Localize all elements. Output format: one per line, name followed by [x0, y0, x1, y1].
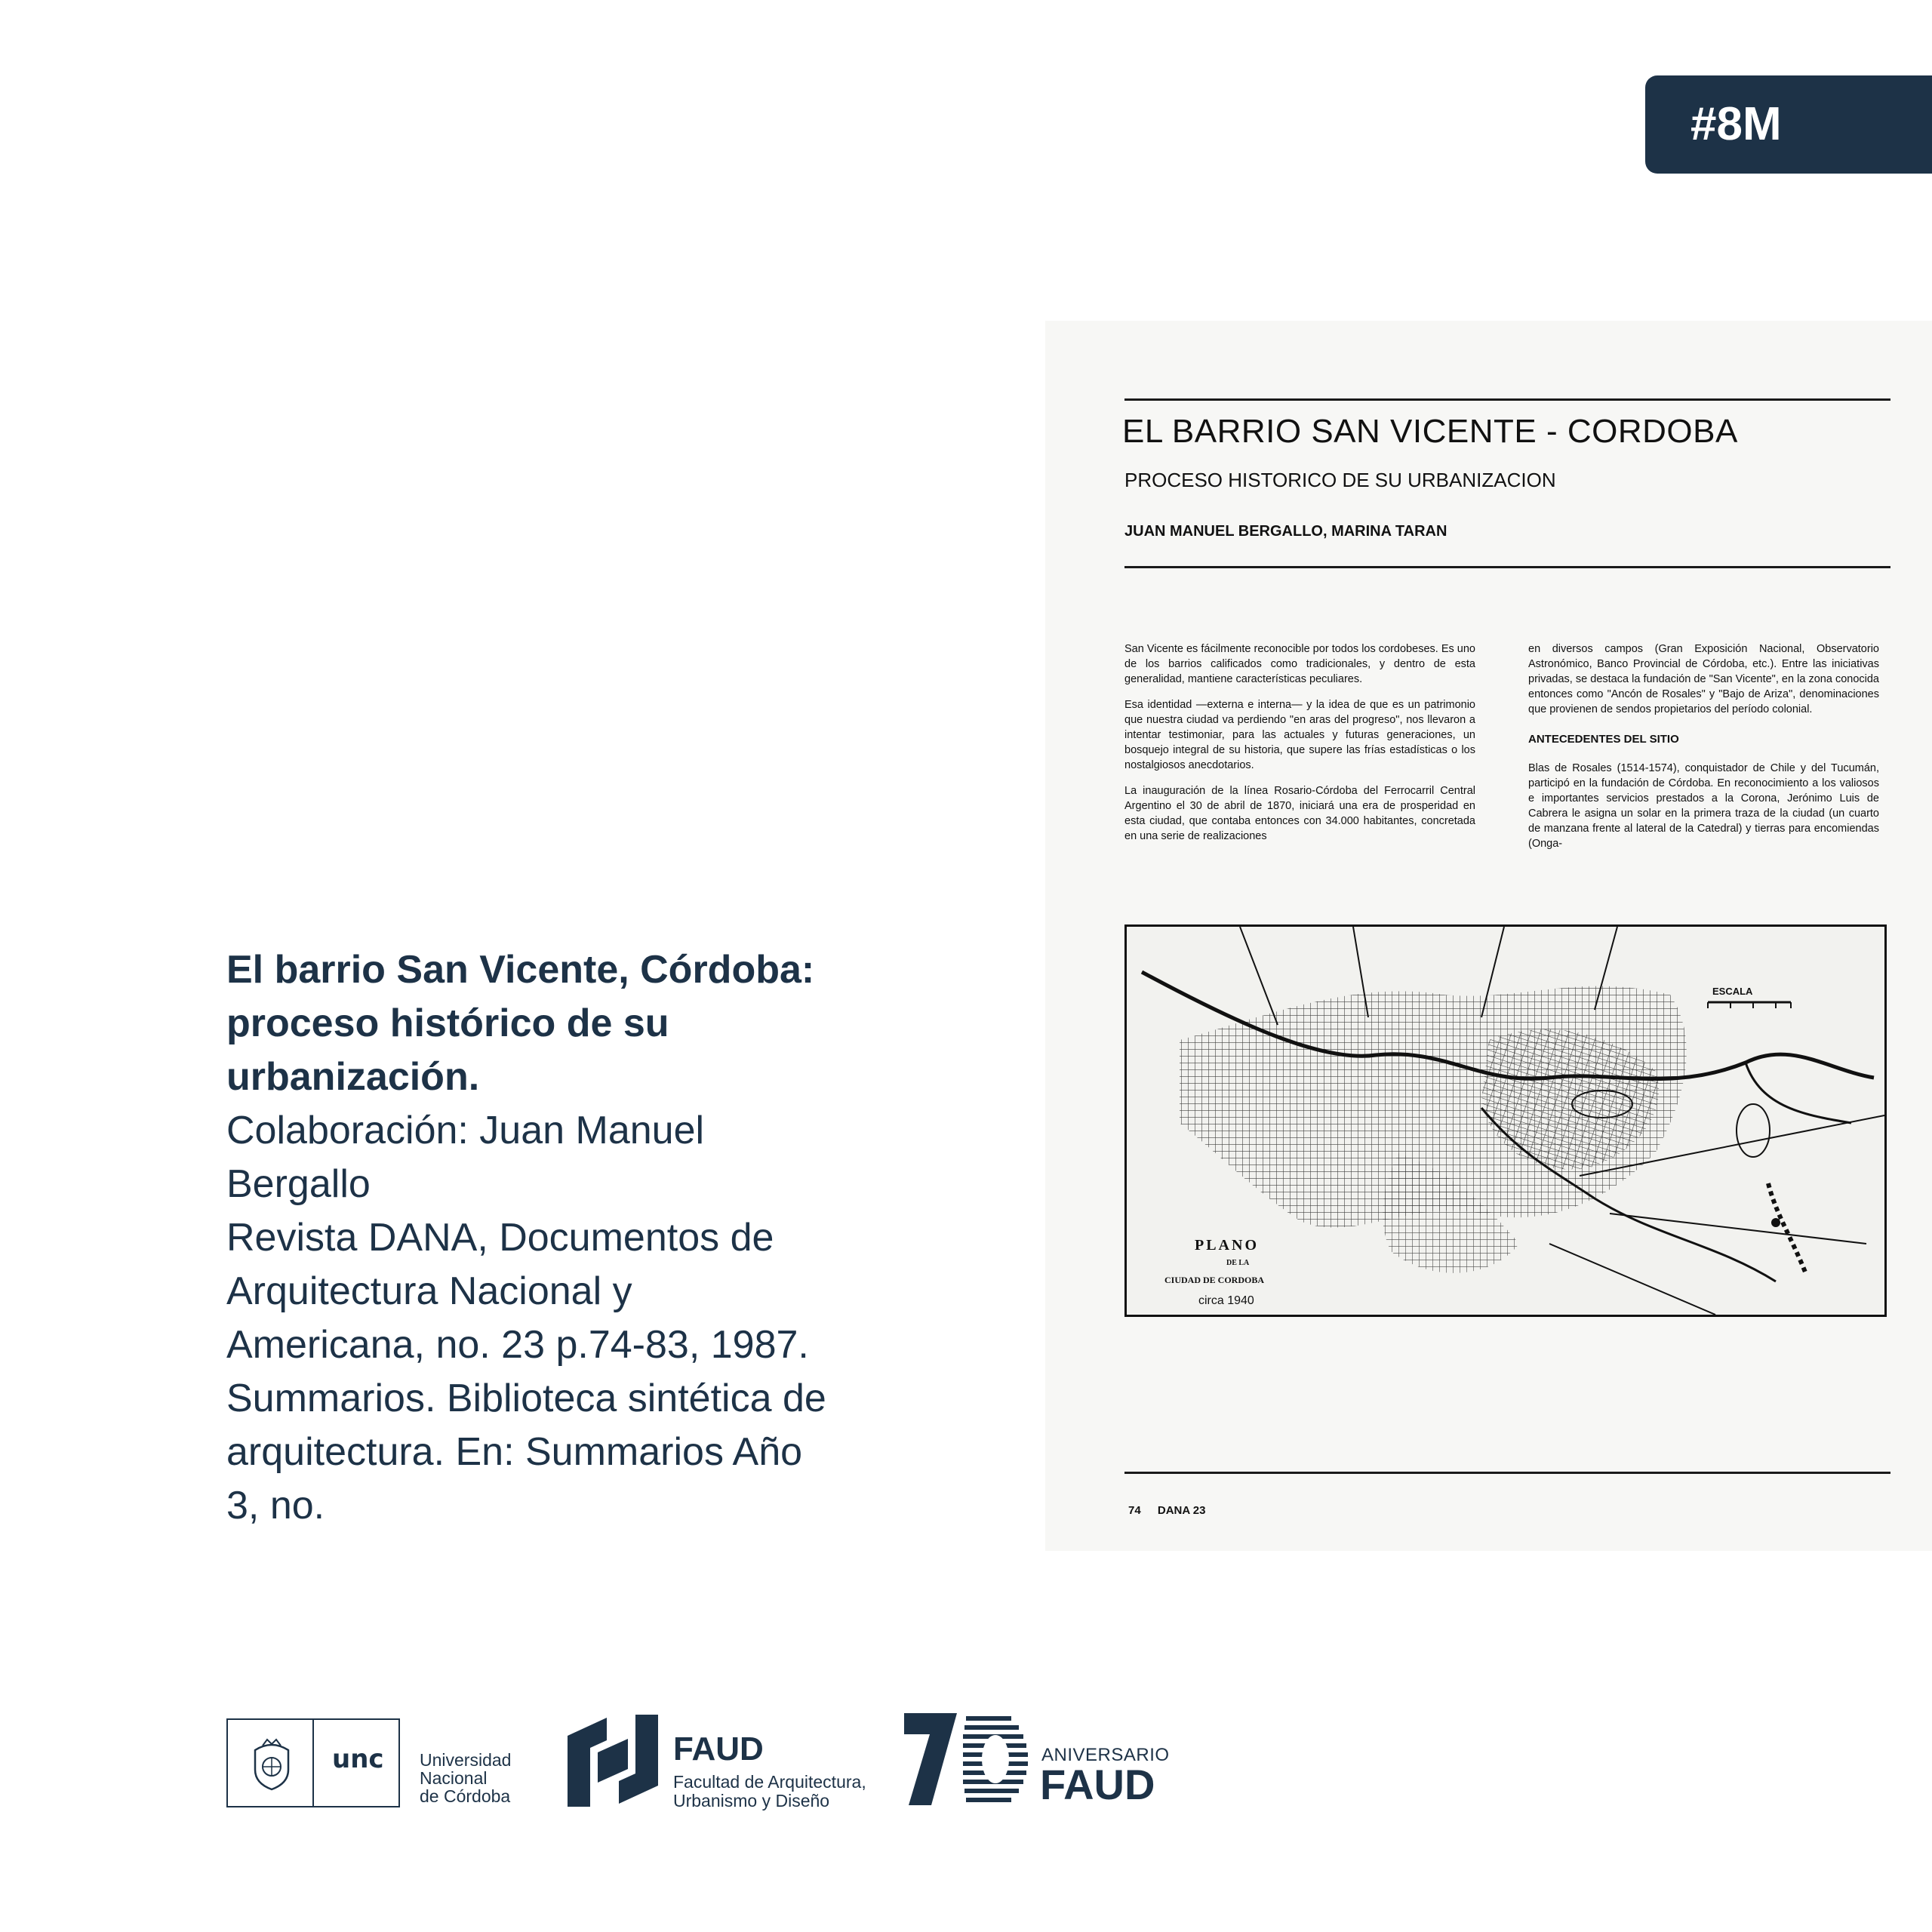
caption-line: Bergallo — [226, 1162, 371, 1206]
unc-name-line: Universidad — [420, 1750, 512, 1770]
unc-wordmark: unc — [332, 1744, 384, 1774]
scanned-article-page — [1045, 321, 1932, 1551]
map-title-de: DE LA — [1226, 1259, 1250, 1267]
article-headline: EL BARRIO SAN VICENTE - CORDOBA — [1122, 413, 1738, 450]
paragraph: Blas de Rosales (1514-1574), conquistador de Chile y del Tucumán, participó en la fundación de Córdoba. En reconocimiento a los valiosos e importantes servicios prestados a la Corona, Jerónimo Luis de Cabrera le asigna un solar en la primera traza de la ciudad (un cuarto de manzana frente al lateral de la Catedral) y tierras para encomiendas (Onga- — [1528, 762, 1879, 850]
article-column-left — [1124, 641, 1475, 854]
paragraph: en diversos campos (Gran Exposición Nacional, Observatorio Astronómico, Banco Provincial de Córdoba, etc.). Entre las iniciativas privadas, se destaca la fundación de "San Vicente", en la zona conocida entonces como "Ancón de Rosales" y "Bajo de Ariza", denominaciones que provienen de sendos propietarios del período colonial. — [1528, 643, 1879, 715]
caption-title-line: El barrio San Vicente, Córdoba: — [226, 948, 815, 992]
map-date: circa 1940 — [1198, 1294, 1254, 1307]
unc-logo — [226, 1718, 400, 1807]
seventy-anniversary-icon — [904, 1713, 1029, 1805]
unc-seal-icon — [249, 1737, 294, 1792]
map-title: PLANO — [1195, 1237, 1259, 1254]
page-footer — [1128, 1504, 1220, 1517]
unc-name-line: Nacional — [420, 1768, 488, 1788]
city-map — [1124, 924, 1887, 1317]
divider — [1124, 1472, 1890, 1474]
caption-line: Americana, no. 23 p.74-83, 1987. — [226, 1323, 809, 1367]
logo-divider — [312, 1720, 314, 1806]
unc-name — [420, 1751, 511, 1805]
caption-title-line: proceso histórico de su — [226, 1001, 669, 1045]
caption-line: Revista DANA, Documentos de — [226, 1216, 774, 1260]
article-subheadline: PROCESO HISTORICO DE SU URBANIZACION — [1124, 469, 1556, 491]
paragraph: Esa identidad —externa e interna— y la idea de que es un patrimonio que nuestra ciudad va perdiendo "en aras del progreso", nos llevaron a intentar testimoniar, para las actuales y futuras generaciones, un bosquejo integral de su historia, que supere las frías estadísticas o los nostalgiosos anecdotarios. — [1124, 699, 1475, 771]
paragraph: La inauguración de la línea Rosario-Córdoba del Ferrocarril Central Argentino el 30 de abril de 1870, iniciará una era de prosperidad en esta ciudad, que contaba entonces con 34.000 habitantes, concretada en una serie de realizaciones — [1124, 785, 1475, 842]
hashtag-badge: #8M — [1645, 75, 1932, 174]
caption-title-line: urbanización. — [226, 1055, 480, 1099]
faud-subtitle-line: Facultad de Arquitectura, — [673, 1772, 866, 1792]
article-authors: JUAN MANUEL BERGALLO, MARINA TARAN — [1124, 523, 1447, 540]
faud-subtitle — [673, 1773, 866, 1810]
section-heading: ANTECEDENTES DEL SITIO — [1528, 733, 1679, 746]
map-city: CIUDAD DE CORDOBA — [1164, 1275, 1265, 1285]
article-column-right — [1528, 641, 1879, 862]
faud-wordmark: FAUD — [673, 1730, 764, 1767]
divider — [1124, 566, 1890, 568]
caption-line: Colaboración: Juan Manuel — [226, 1109, 705, 1152]
divider — [1124, 398, 1890, 401]
caption-line: 3, no. — [226, 1484, 325, 1527]
faud-subtitle-line: Urbanismo y Diseño — [673, 1791, 830, 1810]
map-scale-label: ESCALA — [1712, 986, 1753, 997]
caption-line: Summarios. Biblioteca sintética de — [226, 1377, 826, 1420]
anniversary-faud: FAUD — [1040, 1761, 1155, 1808]
unc-name-line: de Córdoba — [420, 1786, 511, 1806]
caption — [226, 943, 936, 1533]
anniversary-label: ANIVERSARIO — [1041, 1745, 1170, 1765]
journal-name: DANA 23 — [1157, 1504, 1206, 1517]
paragraph: San Vicente es fácilmente reconocible por todos los cordobeses. Es uno de los barrios calificados como tradicionales, y dentro de esta generalidad, mantiene características peculiares. — [1124, 643, 1475, 685]
page-number: 74 — [1128, 1504, 1141, 1517]
faud-logo-icon — [568, 1715, 658, 1807]
caption-line: Arquitectura Nacional y — [226, 1269, 632, 1313]
city-map-drawing — [1127, 927, 1884, 1315]
caption-line: arquitectura. En: Summarios Año — [226, 1430, 803, 1474]
